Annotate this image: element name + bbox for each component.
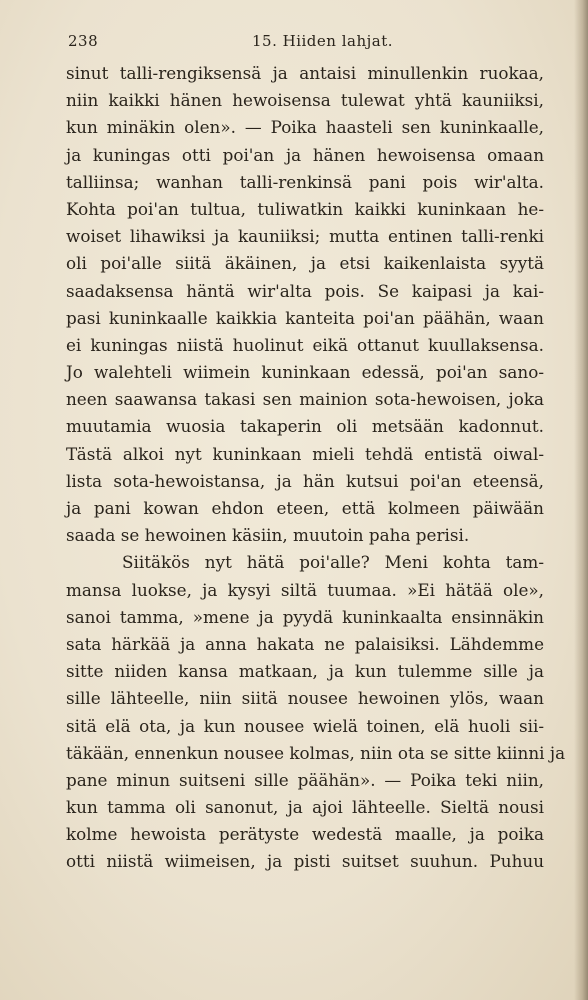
text-line: sata härkää ja anna hakata ne palaisiksi. Lähdemme <box>66 633 544 654</box>
text-line: Jo walehteli wiimein kuninkaan edessä, poi'an sano- <box>66 362 544 383</box>
text-line: muutamia wuosia takaperin oli metsään kadonnut. <box>66 416 544 437</box>
running-head: 15. Hiiden lahjat. <box>252 32 393 50</box>
text-line: pasi kuninkaalle kaikkia kanteita poi'an päähän, waan <box>66 307 544 328</box>
text-line: sille lähteelle, niin siitä nousee hewoinen ylös, waan <box>66 688 544 709</box>
text-line: kun tamma oli sanonut, ja ajoi lähteelle. Sieltä nousi <box>66 797 544 818</box>
text-line: ei kuningas niistä huolinut eikä ottanut kuullaksensa. <box>66 334 544 355</box>
text-line: Siitäkös nyt hätä poi'alle? Meni kohta tam- <box>122 552 544 573</box>
page-number: 238 <box>68 32 99 50</box>
text-line: kolme hewoista perätyste wedestä maalle, ja poika <box>66 824 544 845</box>
text-line: täkään, ennenkun nousee kolmas, niin ota se sitte kiinni ja <box>66 742 566 763</box>
text-line: woiset lihawiksi ja kauniiksi; mutta entinen talli-renki <box>66 226 544 247</box>
page-gutter-shadow <box>574 0 588 1000</box>
text-line: saada se hewoinen käsiin, muutoin paha perisi. <box>66 525 470 546</box>
body-text <box>66 60 566 876</box>
text-line: Tästä alkoi nyt kuninkaan mieli tehdä entistä oiwal- <box>66 443 544 464</box>
text-line: niin kaikki hänen hewoisensa tulewat yhtä kauniiksi, <box>66 90 544 111</box>
text-line: kun minäkin olen». — Poika haasteli sen kuninkaalle, <box>66 117 544 138</box>
text-line: saadaksensa häntä wir'alta pois. Se kaipasi ja kai- <box>66 280 544 301</box>
text-line: pane minun suitseni sille päähän». — Poika teki niin, <box>66 769 544 790</box>
text-line: lista sota-hewoistansa, ja hän kutsui poi'an eteensä, <box>66 470 544 491</box>
text-line: sitä elä ota, ja kun nousee wielä toinen, elä huoli sii- <box>66 715 544 736</box>
text-line: mansa luokse, ja kysyi siltä tuumaa. »Ei hätää ole», <box>66 579 544 600</box>
text-line: sinut talli-rengiksensä ja antaisi minullenkin ruokaa, <box>66 63 544 83</box>
text-line: Kohta poi'an tultua, tuliwatkin kaikki kuninkaan he- <box>66 198 544 219</box>
text-line: oli poi'alle siitä äkäinen, ja etsi kaikenlaista syytä <box>66 253 544 274</box>
page-header <box>68 32 540 58</box>
text-line: otti niistä wiimeisen, ja pisti suitset suuhun. Puhuu <box>66 851 544 872</box>
text-line: sanoi tamma, »mene ja pyydä kuninkaalta ensinnäkin <box>66 606 544 627</box>
text-line: ja kuningas otti poi'an ja hänen hewoisensa omaan <box>66 144 544 165</box>
text-line: neen saawansa takasi sen mainion sota-hewoisen, joka <box>66 389 544 410</box>
text-line: sitte niiden kansa matkaan, ja kun tulemme sille ja <box>66 661 544 682</box>
text-line: ja pani kowan ehdon eteen, että kolmeen päiwään <box>66 498 544 518</box>
text-line: talliinsa; wanhan talli-renkinsä pani pois wir'alta. <box>66 171 544 192</box>
